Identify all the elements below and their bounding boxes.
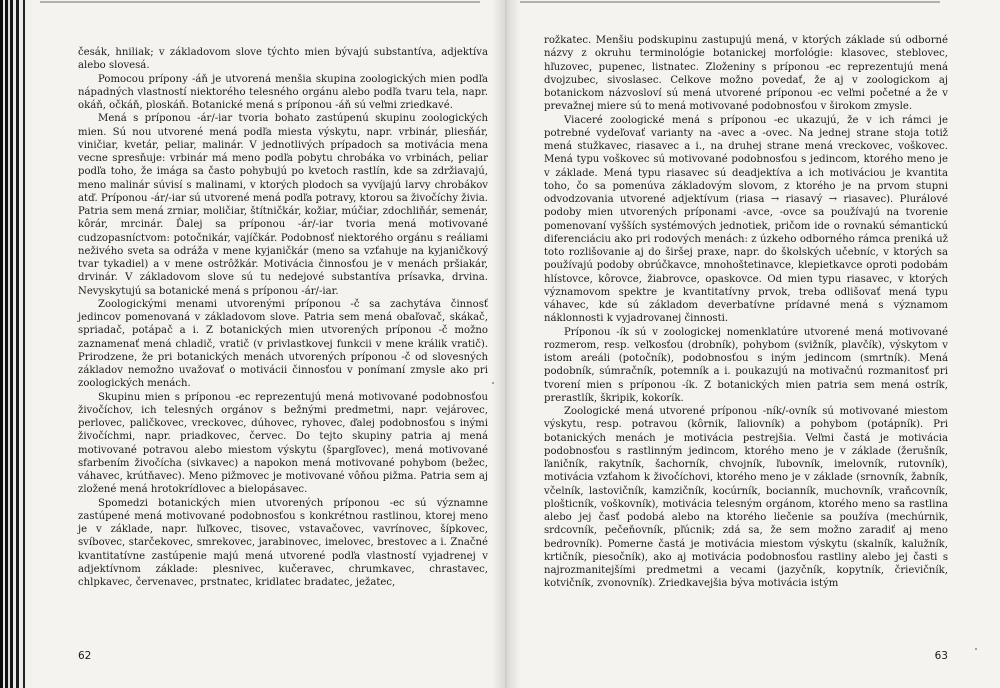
right-paragraph: Zoologické mená utvorené príponou -ník/-ovník sú motivované miestom výskytu, resp. potravou (kôrnik, ľaliovník) a pohybom (potápník). Pri botanických menách je motivácia pestrejšia. Veľmi častá je motivácia podobnosťou s rastlinným jedincom, ktorého meno je v základe (žerušník, ľaničník, rakytník, šachorník, chvojník, ľubovník, imelovník, rutovník), motivácia vzťahom k živočíchovi, ktorého meno je v základe (srnovník, žabník, včelník, lastovičník, kamzičník, kocúrník, bocianník, muchovník, vraňcovník, plošticník, voškovník), motivácia telesným orgánom, ktorého meno sa rastlina alebo jej časť podobá alebo na ktorého liečenie sa používa (mechúrnik, srdcovník, pečeňovník, pľúcnik; zdá sa, že sem možno zaradiť aj meno bedrovník). Pomerne častá je motivácia miestom výskytu (skalník, kalužník, krtičník, piesočník), ako aj motivácia podobnosťou rastliny alebo jej časti s najrozmanitejšími predmetmi a vecami (jazyčník, kopytník, črievičník, kotvičník, zvonovník). Zriedkavejšia býva motivácia istým <box>544 406 948 590</box>
page-number-left: 62 <box>78 650 92 662</box>
right-paragraph: Príponou -ík sú v zoologickej nomenklatúre utvorené mená motivované rozmerom, resp. veľkosťou (drobník), pohybom (svižník, plavčík), výskytom v istom areáli (potočník), podobnosťou s iným jedincom (smrtník). Mená podobník, súmračník, potemník a i. poukazujú na motivačnú rozmanitosť pri tvorení mien s príponou -ík. Z botanických mien patria sem mená ostrík, prerastlík, škripik, kokorík. <box>544 326 948 404</box>
left-page <box>78 0 488 688</box>
left-paragraph: Skupinu mien s príponou -ec reprezentujú mená motivované podobnosťou živočíchov, ich telesných orgánov s bežnými predmetmi, napr. vejárovec, perlovec, paličkovec, vreckovec, dúhovec, ryhovec, ďalej podobnosťou s inými živočíchmi, napr. priadkovec, červec. Do tejto skupiny patria aj mená motivované potravou alebo miestom výskytu (špargľovec), mená motivované sfarbením živočícha (sivkavec) a napokon mená motivované pohybom (bežec, váhavec, krútňavec). Meno pižmovec je motivované vôňou pižma. Patria sem aj zložené mená hrotokrídlovec a bielopásavec. <box>78 391 488 496</box>
right-paragraph: Viaceré zoologické mená s príponou -ec ukazujú, že v ich rámci je potrebné vydeľovať varianty na -avec a -ovec. Na jednej strane stoja totiž mená stužkavec, riasavec a i., na druhej strane mená vreckovec, voškovec. Mená typu voškovec sú motivované podobnosťou s jedincom, ktorého meno je v základe. Mená typu riasavec sú deadjektíva a ich motiváciou je kvantita toho, čo sa pomenúva základovým slovom, z ktorého je na prvom stupni odvodzovania utvorené adjektívum (riasa → riasavý → riasavec). Plurálové podoby mien utvorených príponami -avce, -ovce sa používajú na tvorenie pomenovaní vyšších systémových jednotiek, pričom ide o rovnakú sémantickú diferenciáciu ako pri rodových menách: z úzkeho odborného rámca preniká už toto rozlišovanie aj do širšej praxe, napr. do školských učebníc, v ktorých sa používajú podoby obrúčkavce, mnohoštetinavce, klepietkavce oproti podobám hlístovce, kôrovce, žiabrovce, opaskovce. Od mien typu riasavec, v ktorých významovom spektre je kvantitatívny prvok, treba odlišovať mená typu váhavec, kde sú základom deverbatívne prídavné mená s významom náklonnosti k vyjadrovanej činnosti. <box>544 114 948 325</box>
right-page <box>544 0 948 688</box>
left-paragraph: Pomocou prípony -áň je utvorená menšia skupina zoologických mien podľa nápadných vlastností niektorého telesného orgánu alebo podľa tvaru tela, napr. okáň, očkáň, ploskáň. Botanické mená s príponou -áň sú veľmi zriedkavé. <box>78 73 488 111</box>
scan-speck <box>492 382 494 384</box>
left-paragraph: Mená s príponou -ár/-iar tvoria bohato zastúpenú skupinu zoologických mien. Sú nou utvorené mená podľa miesta výskytu, napr. vrbinár, pliesňár, viničiar, kvetár, peliar, malinár. V jednotlivých prípadoch sa motivácia mena vecne spresňuje: vrbinár má meno podľa pobytu chrobáka vo vrbinách, peliar podľa toho, že imága sa často pohybujú po kvetoch rastlín, kde sa zdržiavajú, meno malinár súvisí s malinami, v ktorých plodoch sa vyvíjajú larvy chrobákov atď. Príponou -ár/-iar sú utvorené mená podľa potravy, ktorou sa živočíchy živia. Patria sem mená zrniar, moličiar, štítničkár, kožiar, múčiar, zdochliňár, semenár, kôrár, mrcinár. Ďalej sa príponou -ár/-iar tvoria mená motivované cudzopasníctvom: potočnikár, vajíčkár. Podobnosť niektorého orgánu s reáliami neživého sveta sa odráža v mene kyjaničkár (meno sa vzťahuje na kyjaničkový tvar tykadiel) a v mene ostrôžkár. Motivácia činnosťou je v menách pršiakár, drvinár. V základovom slove sú tu nedejové substantíva prísavka, drvina. Nevyskytujú sa botanické mená s príponou -ár/-iar. <box>78 113 488 297</box>
right-page-text <box>544 34 948 591</box>
page-number-right: 63 <box>934 650 948 662</box>
scan-speck <box>975 648 977 650</box>
left-paragraph: česák, hniliak; v základovom slove týchto mien bývajú substantíva, adjektíva alebo slovesá. <box>78 47 488 72</box>
left-page-text <box>78 46 488 589</box>
left-paragraph: Zoologickými menami utvorenými príponou -č sa zachytáva činnosť jedincov pomenovaná v základovom slove. Patria sem mená obaľovač, skákač, spriadač, potápač a i. Z botanických mien utvorených príponou -č možno zaznamenať mená chladič, vratič (v privlastkovej funkcii v mene králik vratič). Prirodzene, že pri botanických menách utvorených príponou -č od slovesných základov nemožno uvažovať o motivácii činnosťou v ponímaní zmysle ako pri zoologických menách. <box>78 298 488 390</box>
right-paragraph: rožkatec. Menšiu podskupinu zastupujú mená, v ktorých základe sú odborné názvy z okruhu terminológie botanickej morfológie: klasovec, steblovec, hľuzovec, pupenec, listnatec. Zloženiny s príponou -ec reprezentujú mená dvojzubec, sivoslasec. Celkove možno povedať, že aj v zoologickom aj botanickom názvosloví sú mená utvorené príponou -ec veľmi početné a že v prevažnej miere sú to mená motivované podobnosťou v širokom zmysle. <box>544 35 948 113</box>
book-binding-edge <box>0 0 32 688</box>
left-paragraph: Spomedzi botanických mien utvorených príponou -ec sú významne zastúpené mená motivované podobnosťou s konkrétnou rastlinou, ktorej meno je v základe, napr. ľuľkovec, tisovec, vstavačovec, vavrínovec, šípkovec, svíbovec, starčekovec, smrekovec, jarabinovec, imelovec, brestovec a i. Značné kvantitatívne zastúpenie majú mená utvorené podľa vlastností vyjadrenej v adjektívnom základe: plesnivec, kučeravec, chrumkavec, chrastavec, chlpkavec, červenavec, prstnatec, kridlatec bradatec, ježatec, <box>78 497 488 588</box>
page-gutter <box>492 0 520 688</box>
